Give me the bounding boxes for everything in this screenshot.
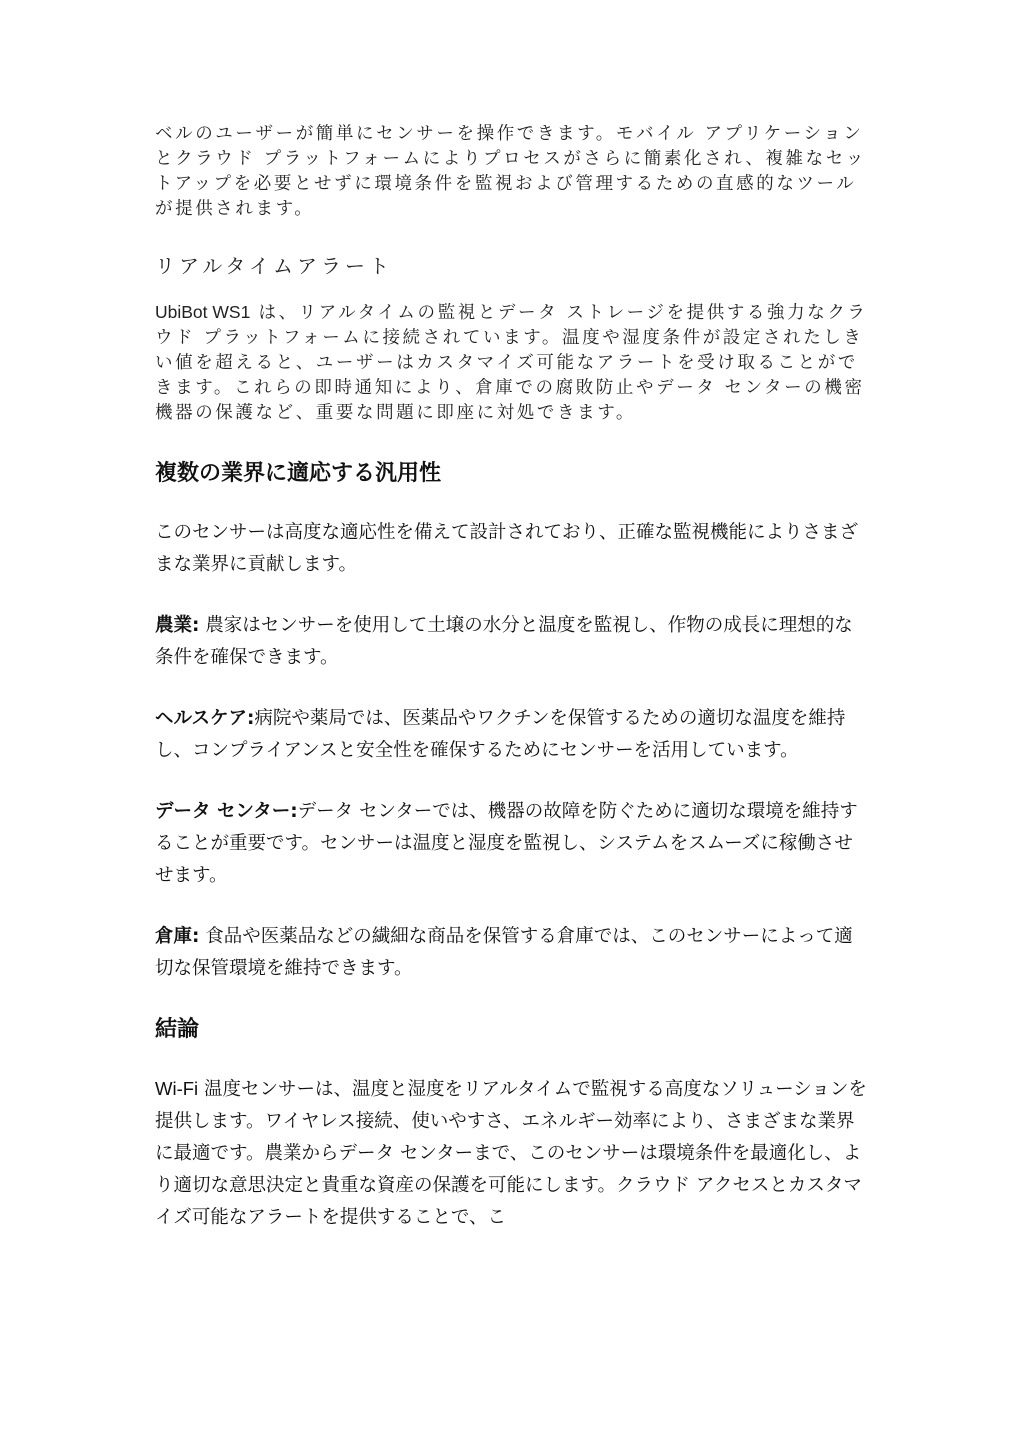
realtime-alert-heading: リアルタイムアラート	[155, 254, 393, 278]
document-page	[155, 122, 870, 1234]
agriculture-paragraph	[155, 610, 870, 674]
warehouse-paragraph	[155, 921, 870, 985]
healthcare-label: ヘルスケア:	[155, 708, 255, 729]
datacenter-paragraph	[155, 796, 870, 892]
warehouse-label: 倉庫:	[155, 926, 200, 947]
healthcare-paragraph	[155, 703, 870, 767]
datacenter-label: データ センター:	[155, 801, 298, 822]
agriculture-label: 農業:	[155, 615, 200, 636]
intro-paragraph: ベルのユーザーが簡単にセンサーを操作できます。モバイル アプリケーションとクラウド プラットフォームによりプロセスがさらに簡素化され、複雑なセットアップを必要とせずに環境条件を監視および管理するための直感的なツールが提供されます。	[155, 124, 866, 219]
datacenter-text: データ センターでは、機器の故障を防ぐために適切な環境を維持することが重要です。センサーは温度と湿度を監視し、システムをスムーズに稼働させせます。	[155, 801, 858, 886]
product-name: UbiBot WS1	[155, 302, 251, 322]
realtime-alert-paragraph	[155, 300, 870, 426]
versatility-heading: 複数の業界に適応する汎用性	[155, 461, 442, 486]
conclusion-heading: 結論	[155, 1017, 200, 1042]
conclusion-paragraph	[155, 1073, 870, 1234]
conclusion-prefix: Wi-Fi	[155, 1078, 199, 1099]
warehouse-text: 食品や医薬品などの繊細な商品を保管する倉庫では、このセンサーによって適切な保管環境を維持できます。	[155, 926, 853, 979]
conclusion-text: 温度センサーは、温度と湿度をリアルタイムで監視する高度なソリューションを提供します。ワイヤレス接続、使いやすさ、エネルギー効率により、さまざまな業界に最適です。農業からデータ センターまで、このセンサーは環境条件を最適化し、より適切な意思決定と貴重な資産の保護を可能にします。クラウド アクセスとカスタマイズ可能なアラートを提供することで、こ	[155, 1079, 867, 1228]
versatility-paragraph: このセンサーは高度な適応性を備えて設計されており、正確な監視機能によりさまざまな業界に貢献します。	[155, 522, 859, 575]
healthcare-text: 病院や薬局では、医薬品やワクチンを保管するための適切な温度を維持し、コンプライアンスと安全性を確保するためにセンサーを活用しています。	[155, 708, 846, 761]
realtime-alert-text: は、リアルタイムの監視とデータ ストレージを提供する強力なクラウド プラットフォームに接続されています。温度や湿度条件が設定されたしきい値を超えると、ユーザーはカスタマイズ可能なアラートを受け取ることができます。これらの即時通知により、倉庫での腐敗防止やデータ センターの機密機器の保護など、重要な問題に即座に対処できます。	[155, 303, 868, 423]
agriculture-text: 農家はセンサーを使用して土壌の水分と温度を監視し、作物の成長に理想的な条件を確保できます。	[155, 615, 853, 668]
